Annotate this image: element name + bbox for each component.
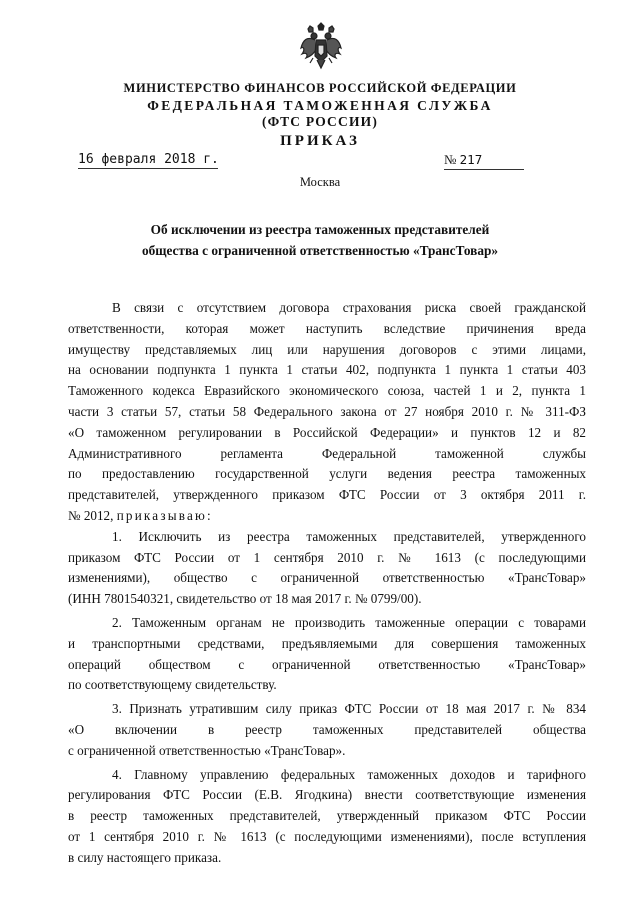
text-line: и транспортными средствами, предъявляемыми для совершения таможенных [68, 635, 586, 651]
text-line: В связи с отсутствием договора страхования риска своей гражданской [112, 300, 586, 315]
text-line: (ИНН 7801540321, свидетельство от 18 мая 2017 г. № 0799/00). [68, 591, 422, 607]
subject-line: Об исключении из реестра таможенных представителей [150, 222, 490, 237]
number-value: 217 [459, 152, 483, 167]
text-line: 4. Главному управлению федеральных таможенных доходов и тарифного [112, 766, 586, 782]
document-subject [0, 221, 640, 263]
command-word: приказываю: [116, 507, 213, 523]
text-line: по предоставлению государственной услуги ведения реестра таможенных [68, 466, 586, 482]
text-line: ответственности, которая может наступить вследствие причинения вреда [68, 320, 586, 336]
document-number [444, 152, 524, 170]
text-line: 3. Признать утратившим силу приказ ФТС России от 18 мая 2017 г. № 834 [112, 701, 586, 717]
text-line: по соответствующему свидетельству. [68, 677, 277, 693]
text-line: представителей, утвержденного приказом ФТС России от 3 октября 2011 г. [68, 487, 586, 503]
subject-line: общества с ограниченной ответственностью «ТрансТовар» [141, 242, 499, 258]
text-line: части 3 статьи 57, статьи 58 Федерального закона от 27 ноября 2010 г. № 311-ФЗ [68, 403, 586, 419]
text-line: 1. Исключить из реестра таможенных представителей, утвержденного [112, 528, 586, 544]
document-type: ПРИКАЗ [280, 133, 360, 149]
text-line: операций обществом с ограниченной ответственностью «ТрансТовар» [68, 656, 586, 672]
paragraph-1 [68, 527, 586, 610]
text-line: изменениями), общество с ограниченной ответственностью «ТрансТовар» [68, 570, 586, 586]
text-line [68, 506, 586, 527]
document-date: 16 февраля 2018 г. [78, 152, 219, 167]
text-line: Таможенного кодекса Евразийского экономического союза, частей 1 и 2, пункта 1 [68, 383, 586, 399]
paragraph-3 [68, 699, 586, 761]
document-city: Москва [299, 175, 341, 189]
intro-number: № 2012, [68, 507, 114, 523]
text-line: «О таможенном регулировании в Российской Федерации» и пунктов 12 и 82 [68, 424, 586, 440]
text-line: на основании подпункта 1 пункта 1 статьи 402, подпункта 1 пункта 1 статьи 403 [68, 362, 586, 378]
paragraph-4 [68, 765, 586, 869]
paragraph-intro [68, 298, 586, 527]
paragraph-2 [68, 613, 586, 696]
text-line: в реестр таможенных представителей, утвержденный приказом ФТС России [68, 808, 586, 824]
document-body [68, 298, 586, 869]
text-line: в силу настоящего приказа. [68, 849, 222, 865]
text-line: 2. Таможенным органам не производить таможенные операции с товарами [112, 614, 586, 630]
text-line: от 1 сентября 2010 г. № 1613 (с последующими изменениями), после вступления [68, 828, 586, 844]
service-abbreviation: (ФТС РОССИИ) [261, 114, 379, 129]
ministry-name: МИНИСТЕРСТВО ФИНАНСОВ РОССИЙСКОЙ ФЕДЕРАЦИИ [123, 81, 517, 95]
number-prefix: № [444, 152, 457, 167]
service-name: ФЕДЕРАЛЬНАЯ ТАМОЖЕННАЯ СЛУЖБА [147, 98, 493, 113]
text-line: приказом ФТС России от 1 сентября 2010 г. № 1613 (с последующими [68, 549, 586, 565]
text-line: регулирования ФТС России (Е.В. Ягодкина) внести соответствующие изменения [68, 787, 586, 803]
russian-coat-of-arms-icon [299, 22, 343, 72]
text-line: «О включении в реестр таможенных представителей общества [68, 721, 586, 737]
text-line: Административного регламента Федеральной таможенной службы [68, 445, 586, 461]
text-line: с ограниченной ответственностью «ТрансТовар». [68, 742, 346, 758]
text-line: имуществу представляемых лиц или нарушения договоров с этими лицами, [68, 341, 586, 357]
